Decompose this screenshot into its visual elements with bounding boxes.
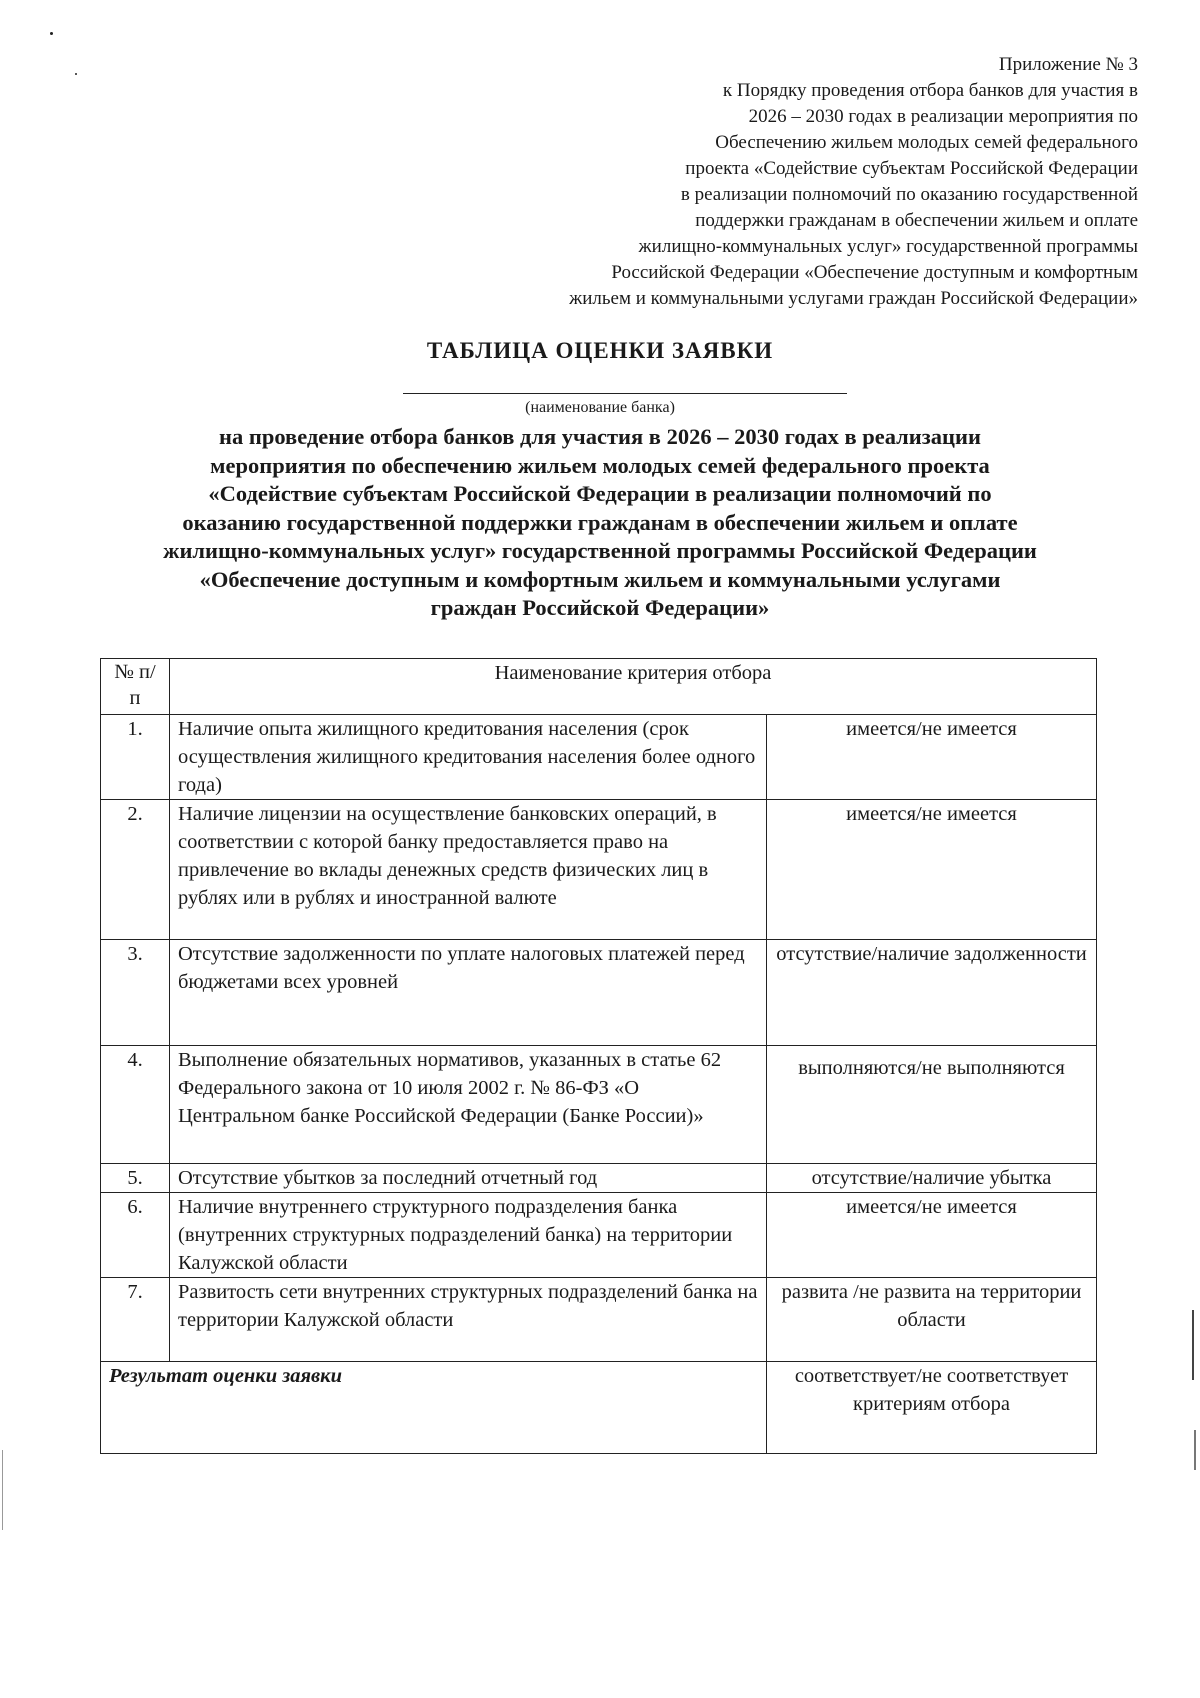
bank-name-blank-line: [403, 393, 847, 394]
document-subtitle: [100, 423, 1100, 623]
criteria-table: [100, 658, 1097, 1454]
scan-edge-mark: [2, 1450, 3, 1530]
row-criterion: Наличие лицензии на осуществление банковских операций, в соответствии с которой банку предоставляется право на привлечение во вклады денежных средств физических лиц в рублях или в рублях и иностранной валюте: [170, 800, 767, 940]
scan-speck: [75, 73, 77, 75]
table-result-row: [101, 1362, 1097, 1454]
subtitle-line: мероприятия по обеспечению жильем молодых семей федерального проекта: [210, 452, 990, 478]
table-row: [101, 1278, 1097, 1362]
table-row: [101, 1164, 1097, 1193]
table-row: [101, 940, 1097, 1046]
appendix-line: Приложение № 3: [998, 54, 1138, 75]
row-value: отсутствие/наличие убытка: [767, 1164, 1097, 1193]
row-value: имеется/не имеется: [767, 715, 1097, 800]
row-num: 3.: [101, 940, 170, 1046]
row-num: 2.: [101, 800, 170, 940]
appendix-line: к Порядку проведения отбора банков для участия в: [722, 80, 1138, 101]
header-num-cell: № п/п: [101, 659, 170, 715]
scan-edge-mark: [1194, 1430, 1196, 1470]
appendix-line: проекта «Содействие субъектам Российской Федерации: [685, 158, 1138, 179]
subtitle-line: оказанию государственной поддержки гражданам в обеспечении жильем и оплате: [182, 509, 1018, 535]
table-row: [101, 800, 1097, 940]
row-num: 5.: [101, 1164, 170, 1193]
subtitle-line: жилищно-коммунальных услуг» государственной программы Российской Федерации: [163, 538, 1037, 563]
row-criterion: Наличие внутреннего структурного подразделения банка (внутренних структурных подразделений банка) на территории Калужской области: [170, 1193, 767, 1278]
subtitle-line: «Содействие субъектам Российской Федерации в реализации полномочий по: [208, 481, 992, 506]
row-num: 4.: [101, 1046, 170, 1164]
row-num: 1.: [101, 715, 170, 800]
appendix-line: жилищно-коммунальных услуг» государственной программы: [638, 236, 1138, 257]
row-criterion: Отсутствие задолженности по уплате налоговых платежей перед бюджетами всех уровней: [170, 940, 767, 1046]
row-value: имеется/не имеется: [767, 1193, 1097, 1278]
row-value: отсутствие/наличие задолженности: [767, 940, 1097, 1046]
row-num: 6.: [101, 1193, 170, 1278]
row-criterion: Выполнение обязательных нормативов, указанных в статье 62 Федерального закона от 10 июля 2002 г. № 86-ФЗ «О Центральном банке Российской Федерации (Банке России)»: [170, 1046, 767, 1164]
subtitle-line: граждан Российской Федерации»: [430, 595, 770, 620]
subtitle-line: «Обеспечение доступным и комфортным жильем и коммунальными услугами: [199, 566, 1001, 592]
result-label: Результат оценки заявки: [101, 1362, 767, 1454]
appendix-line: 2026 – 2030 годах в реализации мероприятия по: [748, 106, 1138, 127]
appendix-line: Обеспечению жильем молодых семей федерального: [715, 132, 1138, 153]
row-value: выполняются/не выполняются: [767, 1046, 1097, 1164]
appendix-line: в реализации полномочий по оказанию государственной: [680, 184, 1138, 205]
appendix-line: Российской Федерации «Обеспечение доступным и комфортным: [611, 262, 1138, 283]
table-row: [101, 715, 1097, 800]
table-row: [101, 1046, 1097, 1164]
result-value: соответствует/не соответствует критериям отбора: [767, 1362, 1097, 1454]
appendix-line: поддержки гражданам в обеспечении жильем и оплате: [695, 210, 1138, 231]
row-criterion: Наличие опыта жилищного кредитования населения (срок осуществления жилищного кредитования населения более одного года): [170, 715, 767, 800]
row-num: 7.: [101, 1278, 170, 1362]
row-criterion: Развитость сети внутренних структурных подразделений банка на территории Калужской области: [170, 1278, 767, 1362]
scan-speck: [50, 32, 53, 35]
subtitle-line: на проведение отбора банков для участия в 2026 – 2030 годах в реализации: [219, 424, 981, 449]
appendix-header: [418, 52, 1138, 312]
scan-edge-mark: [1192, 1310, 1194, 1380]
appendix-line: жильем и коммунальными услугами граждан Российской Федерации»: [569, 288, 1138, 309]
table-row: [101, 1193, 1097, 1278]
row-criterion: Отсутствие убытков за последний отчетный год: [170, 1164, 767, 1193]
document-title: ТАБЛИЦА ОЦЕНКИ ЗАЯВКИ: [426, 338, 774, 363]
row-value: развита /не развита на территории области: [767, 1278, 1097, 1362]
bank-name-caption: (наименование банка): [525, 399, 675, 416]
table-header-row: [101, 659, 1097, 715]
row-value: имеется/не имеется: [767, 800, 1097, 940]
header-name-cell: Наименование критерия отбора: [170, 659, 1097, 715]
